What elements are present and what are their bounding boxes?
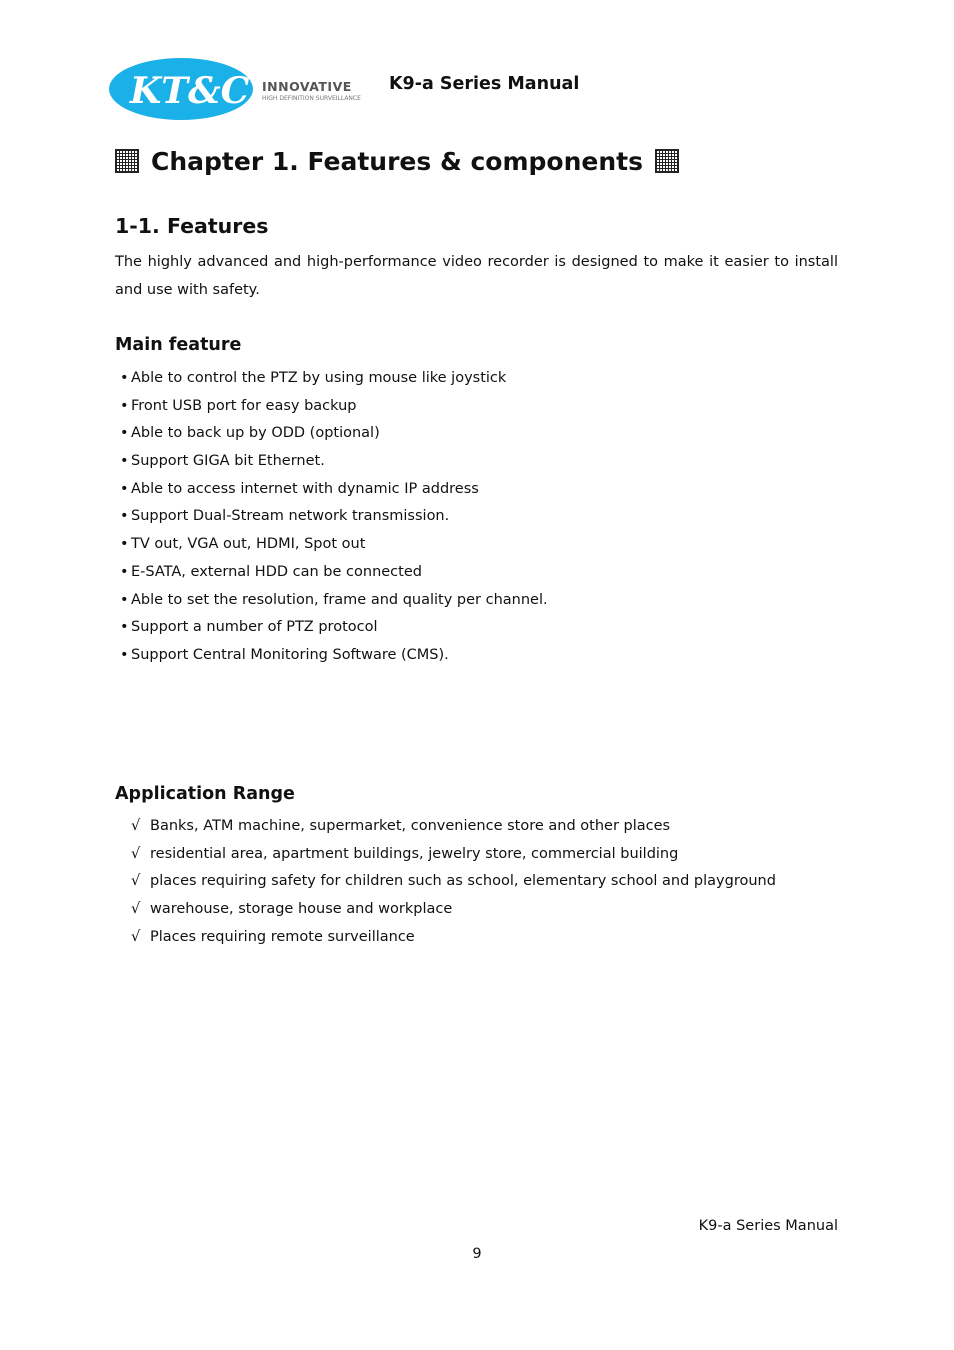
list-item: [115, 448, 548, 476]
list-item-text: E-SATA, external HDD can be connected: [131, 563, 422, 580]
check-mark-icon: √: [131, 901, 141, 918]
logo-brand: KT&C: [130, 70, 250, 112]
check-mark-icon: √: [131, 845, 141, 862]
list-item-text: Able to set the resolution, frame and quality per channel.: [131, 591, 548, 608]
footer-title: K9-a Series Manual: [698, 1218, 838, 1234]
list-item-text: Able to access internet with dynamic IP address: [131, 480, 479, 497]
list-item: [115, 503, 548, 531]
list-item: [115, 813, 776, 841]
page-number: 9: [472, 1246, 482, 1262]
list-item: [115, 896, 776, 924]
list-item-text: places requiring safety for children such as school, elementary school and playground: [150, 873, 776, 890]
list-item-text: Banks, ATM machine, supermarket, convenience store and other places: [150, 818, 671, 834]
grid-square-icon: [115, 149, 139, 173]
main-feature-title: Main feature: [115, 335, 242, 355]
logo-tagline-sub: HIGH DEFINITION SURVEILLANCE: [262, 95, 361, 102]
grid-square-icon: [655, 149, 679, 173]
list-item: [115, 420, 548, 448]
section-title: 1-1. Features: [115, 214, 269, 238]
list-item-text: Support GIGA bit Ethernet.: [131, 453, 325, 470]
list-item: [115, 841, 776, 869]
bullet-icon: •: [120, 508, 129, 525]
list-item: [115, 559, 548, 587]
header-title: K9-a Series Manual: [389, 74, 580, 94]
list-item: [115, 614, 548, 642]
chapter-heading: [115, 144, 679, 178]
list-item-text: Front USB port for easy backup: [131, 397, 357, 414]
list-item: [115, 642, 548, 670]
check-mark-icon: √: [131, 818, 141, 834]
list-item-text: TV out, VGA out, HDMI, Spot out: [131, 536, 366, 553]
bullet-icon: •: [120, 397, 129, 414]
application-range-title: Application Range: [115, 784, 295, 804]
ktc-logo: [106, 56, 376, 126]
section-intro: The highly advanced and high-performance video recorder is designed to make it easier to install and use with safety.: [115, 254, 838, 298]
list-item-text: warehouse, storage house and workplace: [150, 901, 453, 918]
list-item: [115, 393, 548, 421]
bullet-icon: •: [120, 646, 129, 663]
bullet-icon: •: [120, 453, 129, 470]
list-item: [115, 531, 548, 559]
bullet-icon: •: [120, 480, 129, 497]
list-item: [115, 587, 548, 615]
list-item-text: residential area, apartment buildings, jewelry store, commercial building: [150, 845, 679, 862]
list-item-text: Able to control the PTZ by using mouse like joystick: [131, 370, 507, 386]
bullet-icon: •: [120, 619, 129, 636]
list-item: [115, 924, 776, 952]
bullet-icon: •: [120, 425, 129, 442]
list-item-text: Able to back up by ODD (optional): [131, 425, 380, 442]
bullet-icon: •: [120, 370, 129, 386]
list-item-text: Places requiring remote surveillance: [150, 928, 415, 945]
list-item-text: Support a number of PTZ protocol: [131, 619, 378, 636]
list-item: [115, 476, 548, 504]
list-item-text: Support Dual-Stream network transmission.: [131, 508, 450, 525]
list-item: [115, 868, 776, 896]
bullet-icon: •: [120, 536, 129, 553]
check-mark-icon: √: [131, 873, 141, 890]
bullet-icon: •: [120, 591, 129, 608]
logo-tagline-main: INNOVATIVE: [262, 79, 352, 94]
chapter-title: Chapter 1. Features & components: [151, 146, 643, 176]
bullet-icon: •: [120, 563, 129, 580]
list-item: [115, 365, 548, 393]
check-mark-icon: √: [131, 928, 141, 945]
application-range-list: [115, 813, 776, 951]
list-item-text: Support Central Monitoring Software (CMS).: [131, 646, 449, 663]
main-feature-list: [115, 365, 548, 670]
